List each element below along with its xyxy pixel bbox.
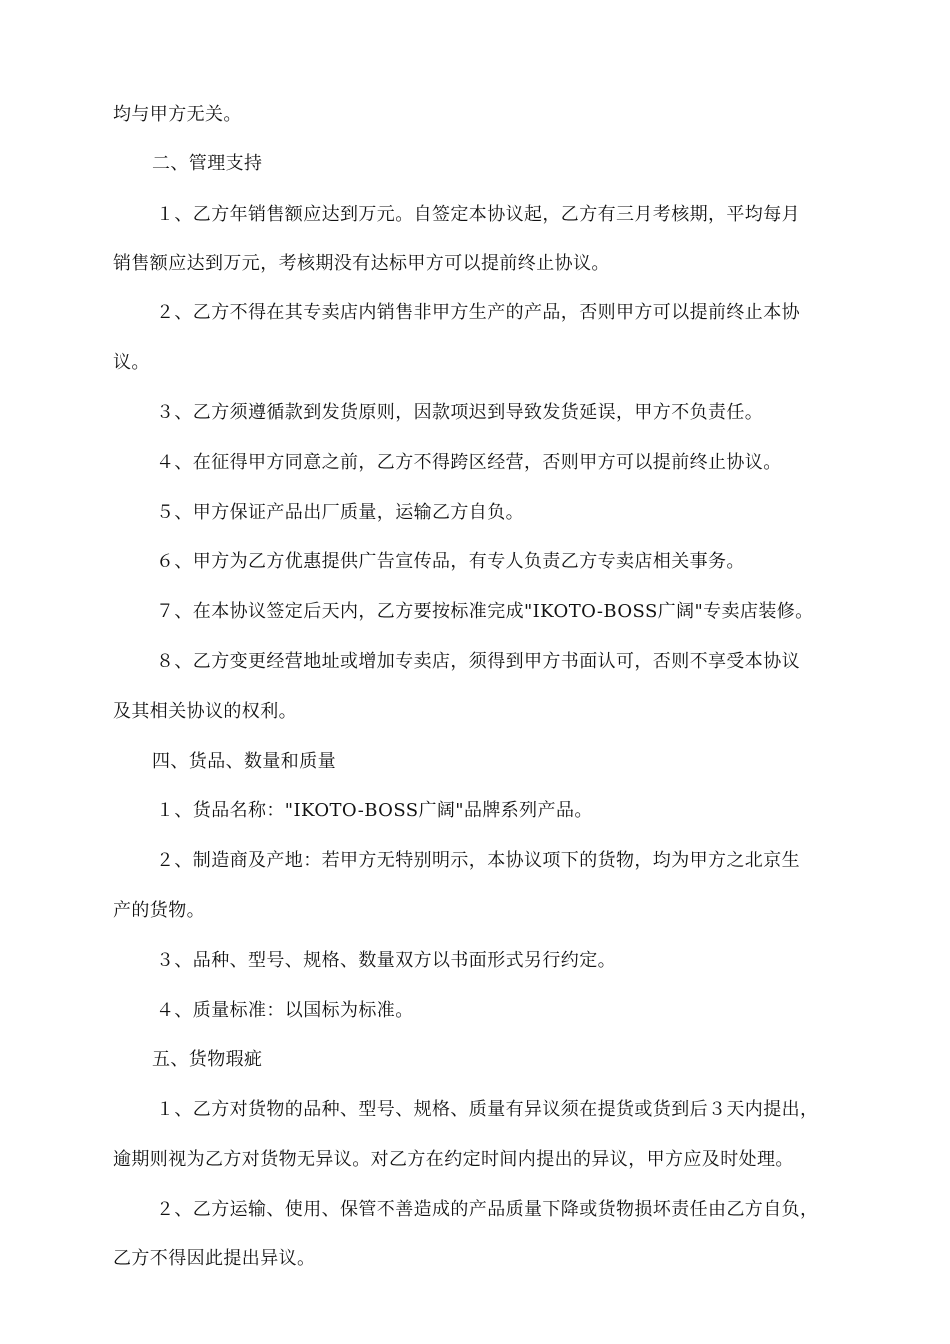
section-heading-goods-defects: 五、货物瑕疵 xyxy=(152,1049,263,1070)
clause-5-2-continuation: 乙方不得因此提出异议。 xyxy=(113,1248,316,1269)
clause-2-3: ３、乙方须遵循款到发货原则，因款项迟到导致发货延误，甲方不负责任。 xyxy=(156,402,764,423)
clause-2-8: ８、乙方变更经营地址或增加专卖店，须得到甲方书面认可，否则不享受本协议 xyxy=(156,651,800,672)
clause-2-7: ７、在本协议签定后天内，乙方要按标准完成"IKOTO-BOSS广阔"专卖店装修。 xyxy=(156,601,814,622)
clause-2-8-continuation: 及其相关协议的权利。 xyxy=(113,701,297,722)
clause-5-1: １、乙方对货物的品种、型号、规格、质量有异议须在提货或货到后３天内提出， xyxy=(156,1099,819,1120)
clause-2-4: ４、在征得甲方同意之前，乙方不得跨区经营，否则甲方可以提前终止协议。 xyxy=(156,452,782,473)
clause-4-2-continuation: 产的货物。 xyxy=(113,900,205,921)
clause-4-1: １、货品名称："IKOTO-BOSS广阔"品牌系列产品。 xyxy=(156,800,593,821)
clause-5-1-continuation: 逾期则视为乙方对货物无异议。对乙方在约定时间内提出的异议，甲方应及时处理。 xyxy=(113,1149,794,1170)
paragraph-continuation: 均与甲方无关。 xyxy=(113,104,242,125)
clause-4-2: ２、制造商及产地：若甲方无特别明示，本协议项下的货物，均为甲方之北京生 xyxy=(156,850,800,871)
clause-2-2-continuation: 议。 xyxy=(113,352,150,373)
section-heading-management-support: 二、管理支持 xyxy=(152,153,263,174)
section-heading-goods-quantity-quality: 四、货品、数量和质量 xyxy=(152,751,336,772)
clause-4-4: ４、质量标准：以国标为标准。 xyxy=(156,1000,414,1021)
clause-5-2: ２、乙方运输、使用、保管不善造成的产品质量下降或货物损坏责任由乙方自负， xyxy=(156,1199,819,1220)
clause-2-5: ５、甲方保证产品出厂质量，运输乙方自负。 xyxy=(156,502,524,523)
clause-2-2: ２、乙方不得在其专卖店内销售非甲方生产的产品，否则甲方可以提前终止本协 xyxy=(156,302,800,323)
clause-2-1: １、乙方年销售额应达到万元。自签定本协议起，乙方有三月考核期，平均每月 xyxy=(156,204,800,225)
clause-4-3: ３、品种、型号、规格、数量双方以书面形式另行约定。 xyxy=(156,950,616,971)
clause-2-6: ６、甲方为乙方优惠提供广告宣传品，有专人负责乙方专卖店相关事务。 xyxy=(156,551,745,572)
clause-2-1-continuation: 销售额应达到万元，考核期没有达标甲方可以提前终止协议。 xyxy=(113,253,610,274)
